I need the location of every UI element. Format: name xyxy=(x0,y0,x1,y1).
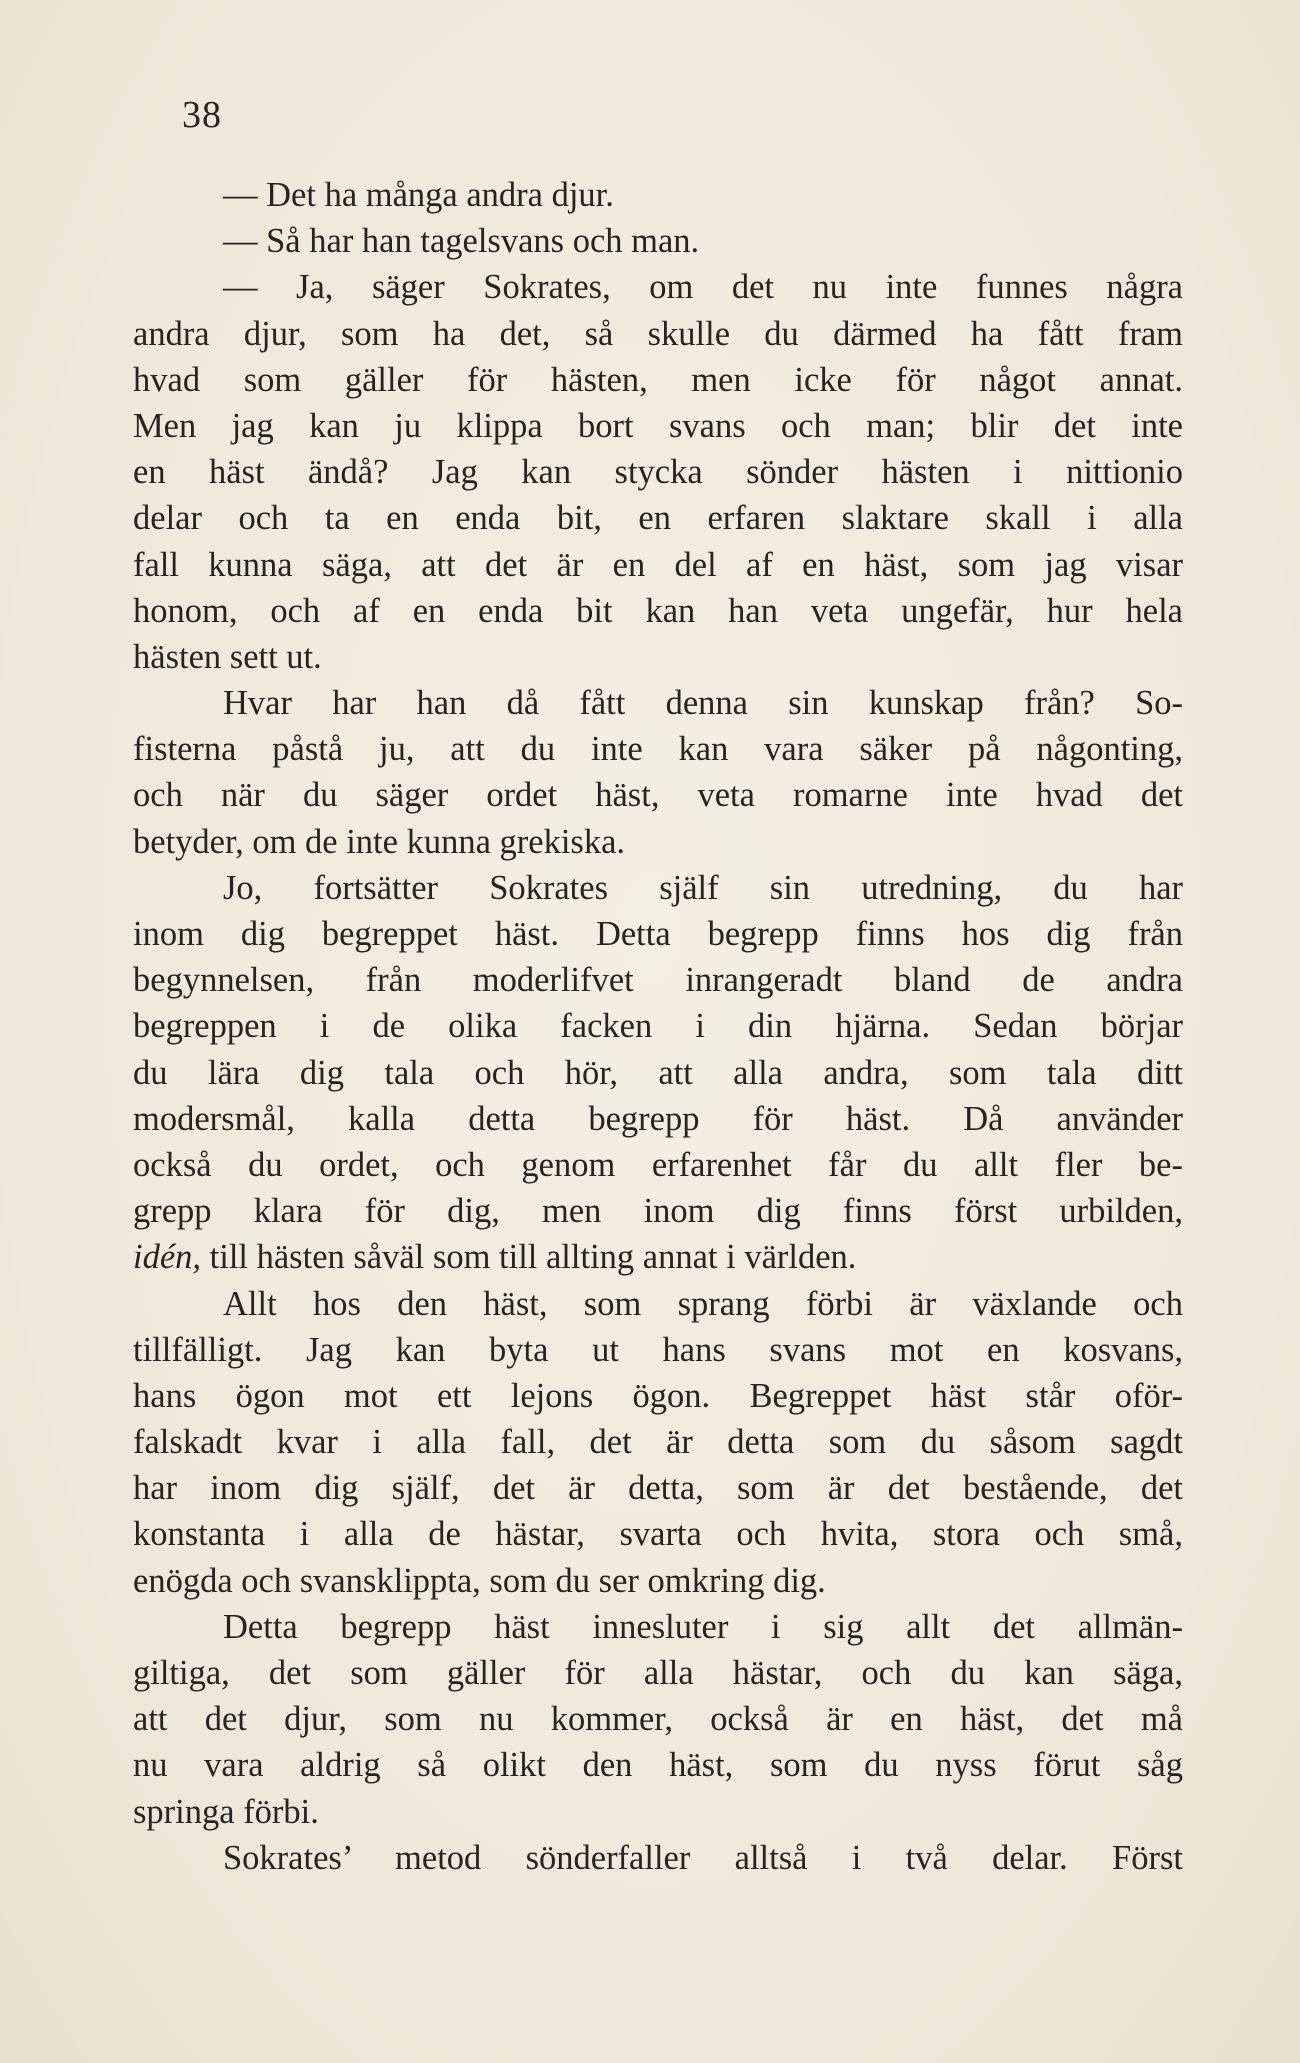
text-line: idén, till hästen såväl som till allting annat i världen. xyxy=(133,1238,857,1277)
italic-word: idén, xyxy=(133,1238,202,1277)
text-line: konstanta i alla de hästar, svarta och hvita, stora och små, xyxy=(133,1515,1183,1554)
text-line: enögda och svansklippta, som du ser omkring dig. xyxy=(133,1561,826,1600)
text-line: — Ja, säger Sokrates, om det nu inte funnes några xyxy=(223,268,1183,307)
text-line: och när du säger ordet häst, veta romarne inte hvad det xyxy=(133,776,1183,815)
text-line: du lära dig tala och hör, att alla andra, som tala ditt xyxy=(133,1053,1183,1092)
text-line: falskadt kvar i alla fall, det är detta som du såsom sagdt xyxy=(133,1423,1183,1462)
text-line: Hvar har han då fått denna sin kunskap från? So- xyxy=(223,684,1183,723)
text-line: har inom dig själf, det är detta, som är det bestående, det xyxy=(133,1469,1183,1508)
body-text xyxy=(133,172,1183,1881)
text-line: fisterna påstå ju, att du inte kan vara säker på någonting, xyxy=(133,730,1183,769)
text-line: hästen sett ut. xyxy=(133,637,322,676)
text-line: Sokrates’ metod sönderfaller alltså i två delar. Först xyxy=(223,1838,1183,1877)
text-line: att det djur, som nu kommer, också är en häst, det må xyxy=(133,1700,1183,1739)
text-line: tillfälligt. Jag kan byta ut hans svans mot en kosvans, xyxy=(133,1330,1183,1369)
text-line: Men jag kan ju klippa bort svans och man; blir det inte xyxy=(133,406,1183,445)
text-line: hans ögon mot ett lejons ögon. Begreppet häst står oför- xyxy=(133,1376,1183,1415)
text-line: begreppen i de olika facken i din hjärna. Sedan börjar xyxy=(133,1007,1183,1046)
page-number: 38 xyxy=(182,94,222,136)
text-line: hvad som gäller för hästen, men icke för något annat. xyxy=(133,360,1183,399)
text-line: fall kunna säga, att det är en del af en häst, som jag visar xyxy=(133,545,1183,584)
text-line: också du ordet, och genom erfarenhet får du allt fler be- xyxy=(133,1145,1183,1184)
text-line: honom, och af en enda bit kan han veta ungefär, hur hela xyxy=(133,591,1183,630)
text-line: springa förbi. xyxy=(133,1792,319,1831)
text-line: nu vara aldrig så olikt den häst, som du nyss förut såg xyxy=(133,1746,1183,1785)
text-line: Detta begrepp häst innesluter i sig allt det allmän- xyxy=(223,1607,1183,1646)
text-line: grepp klara för dig, men inom dig finns först urbilden, xyxy=(133,1192,1183,1231)
text-line: — Så har han tagelsvans och man. xyxy=(223,222,700,261)
text-line: betyder, om de inte kunna grekiska. xyxy=(133,822,626,861)
text-line: begynnelsen, från moderlifvet inrangeradt bland de andra xyxy=(133,961,1183,1000)
text-line: Jo, fortsätter Sokrates själf sin utredning, du har xyxy=(223,868,1183,907)
text-line: giltiga, det som gäller för alla hästar, och du kan säga, xyxy=(133,1654,1183,1692)
text-line: — Det ha många andra djur. xyxy=(223,176,614,214)
text-line: Allt hos den häst, som sprang förbi är växlande och xyxy=(223,1284,1183,1323)
text-line: inom dig begreppet häst. Detta begrepp finns hos dig från xyxy=(133,915,1183,953)
text-line: en häst ändå? Jag kan stycka sönder hästen i nittionio xyxy=(133,453,1183,492)
text-line: delar och ta en enda bit, en erfaren slaktare skall i alla xyxy=(133,499,1183,538)
text-line: andra djur, som ha det, så skulle du därmed ha fått fram xyxy=(133,314,1183,353)
text-line: modersmål, kalla detta begrepp för häst. Då använder xyxy=(133,1099,1183,1138)
